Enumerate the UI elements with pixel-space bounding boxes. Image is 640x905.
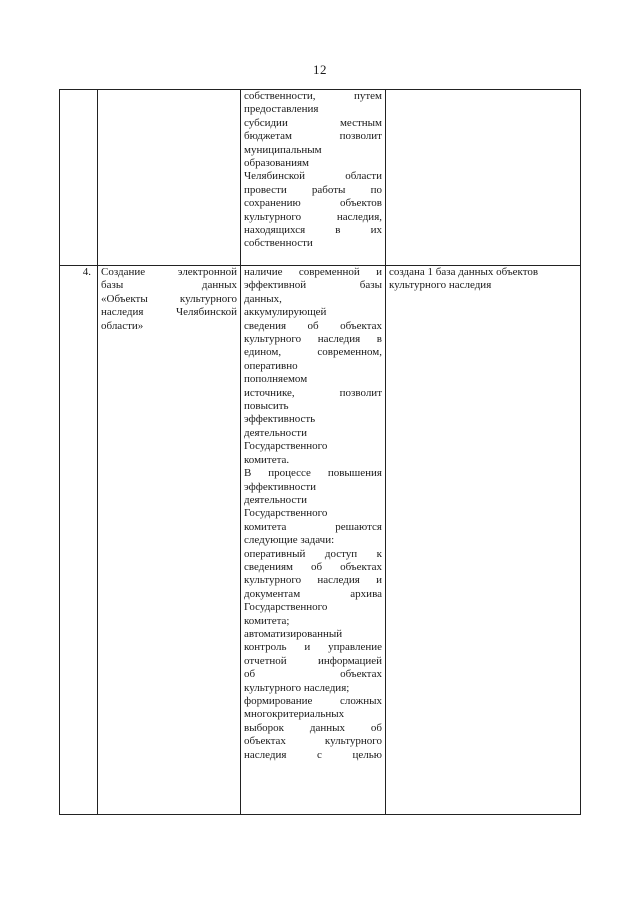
cell-result xyxy=(386,90,581,266)
text-line: «Объекты культурного xyxy=(101,292,237,305)
text-line: наличие современной и xyxy=(244,266,382,278)
text-line: культурного наследия xyxy=(389,279,492,292)
text-line: предоставления xyxy=(244,103,319,116)
text-line: аккумулирующей xyxy=(244,306,327,319)
text-line: отчетной информацией xyxy=(244,654,382,667)
text-line: наследия с целью xyxy=(244,748,382,761)
text-line: собственности xyxy=(244,237,313,250)
text-line: данных, xyxy=(244,292,282,305)
text-line: сведениям об объектах xyxy=(244,560,382,573)
text-line: комитета решаются xyxy=(244,520,382,533)
text-line: провести работы по xyxy=(244,183,382,196)
text-line: культурного наследия; xyxy=(244,681,350,694)
table-row xyxy=(60,266,581,815)
text-line: следующие задачи: xyxy=(244,534,335,547)
cell-number: 4. xyxy=(60,266,98,815)
text-line: деятельности xyxy=(244,426,307,439)
text-line: контроль и управление xyxy=(244,641,382,654)
text-line: источнике, позволит xyxy=(244,386,382,399)
text-line: области» xyxy=(101,319,144,332)
text-line: повысить xyxy=(244,400,289,413)
page-number: 12 xyxy=(313,62,327,77)
text-line: бюджетам позволит xyxy=(244,130,382,143)
cell-description xyxy=(241,266,386,815)
text-line: комитета; xyxy=(244,614,290,627)
text-line: деятельности xyxy=(244,493,307,506)
table-row xyxy=(60,90,581,266)
text-line: многокритериальных xyxy=(244,708,345,721)
cell-number xyxy=(60,90,98,266)
text-line: В процессе повышения xyxy=(244,467,382,480)
text-line: едином, современном, xyxy=(244,346,382,359)
cell-measure-name xyxy=(98,90,241,266)
text-line: формирование сложных xyxy=(244,695,382,707)
text-line: выборок данных об xyxy=(244,721,382,734)
text-line: Государственного xyxy=(244,440,328,453)
text-line: собственности, путем xyxy=(244,90,382,102)
text-line: наследия Челябинской xyxy=(101,306,237,319)
text-line: муниципальным xyxy=(244,143,322,156)
text-line: эффективности xyxy=(244,480,317,493)
text-line: объектах культурного xyxy=(244,735,382,748)
text-line: Создание электронной xyxy=(101,266,237,278)
text-line: субсидии местным xyxy=(244,116,382,129)
text-line: оперативно xyxy=(244,359,298,372)
text-line: Челябинской области xyxy=(244,170,382,183)
text-line: документам архива xyxy=(244,587,382,600)
text-line: культурного наследия, xyxy=(244,210,382,223)
text-line: пополняемом xyxy=(244,373,308,386)
text-line: создана 1 база данных объектов xyxy=(389,266,539,278)
text-line: культурного наследия в xyxy=(244,333,382,346)
cell-measure-name xyxy=(98,266,241,815)
text-line: автоматизированный xyxy=(244,627,343,640)
text-line: комитета. xyxy=(244,453,290,466)
text-line: Государственного xyxy=(244,507,328,520)
text-line: эффективность xyxy=(244,413,316,426)
text-line: Государственного xyxy=(244,601,328,614)
text-line: культурного наследия и xyxy=(244,574,382,587)
text-line: оперативный доступ к xyxy=(244,547,382,560)
cell-description xyxy=(241,90,386,266)
text-line: об объектах xyxy=(244,668,382,681)
cell-result xyxy=(386,266,581,815)
text-line: находящихся в их xyxy=(244,224,382,237)
measures-table xyxy=(59,89,581,815)
text-line: сведения об объектах xyxy=(244,319,382,332)
text-line: сохранению объектов xyxy=(244,197,382,210)
text-line: эффективной базы xyxy=(244,279,382,292)
text-line: базы данных xyxy=(101,279,237,292)
text-line: образованиям xyxy=(244,157,309,170)
